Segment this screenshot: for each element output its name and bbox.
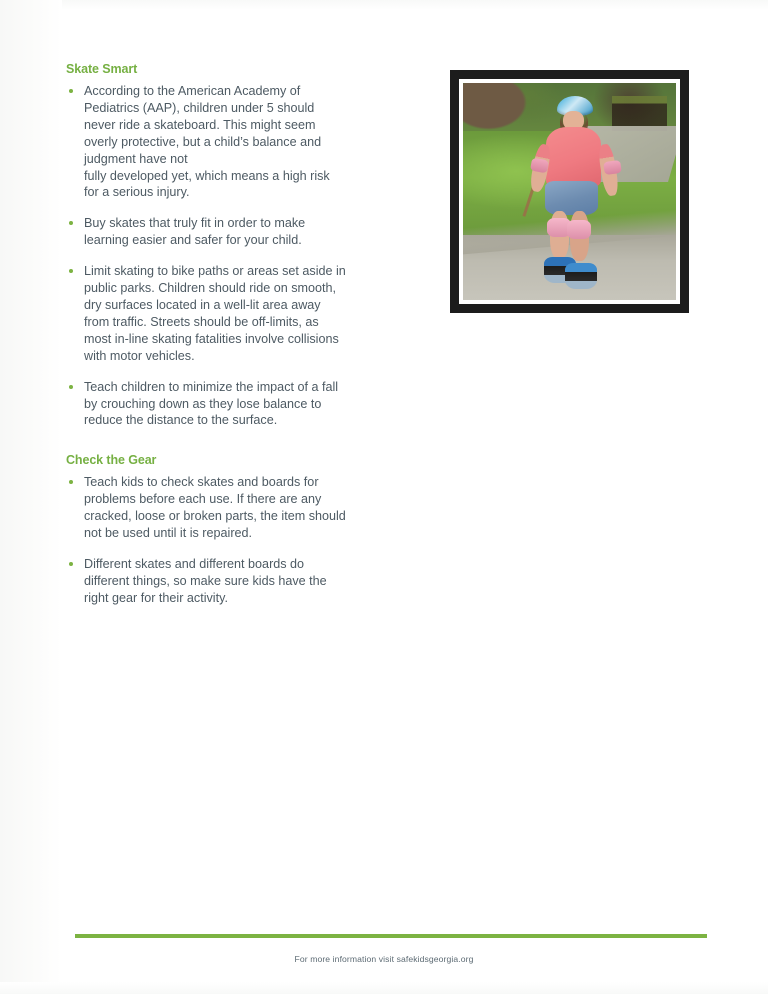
bullet-line: judgment have not (84, 151, 188, 166)
bullet-dot-icon (69, 480, 73, 484)
bullet-line: never ride a skateboard. This might seem (84, 117, 316, 132)
bullet-line: learning easier and safer for your child. (84, 233, 302, 248)
bullet-dot-icon (69, 269, 73, 273)
bullet-line: overly protective, but a child’s balance and (84, 134, 322, 149)
list-item (66, 215, 378, 249)
bullet-line: fully developed yet, which means a high risk (84, 168, 330, 183)
bullet-line: Teach kids to check skates and boards for (84, 475, 319, 490)
photo-left-elbow-pad (530, 158, 549, 174)
photo-pink-shirt (546, 127, 601, 188)
bullet-line: dry surfaces located in a well-lit area away (84, 297, 321, 312)
bullet-line: most in-line skating fatalities involve collisions (84, 331, 339, 346)
photo-frame (450, 70, 689, 313)
bullet-line: According to the American Academy of (84, 84, 301, 98)
bullet-line: from traffic. Streets should be off-limits, as (84, 314, 319, 329)
photo-right-elbow-pad (603, 160, 622, 175)
bullet-dot-icon (69, 89, 73, 93)
footer-divider (75, 934, 707, 938)
bullet-line: Teach children to minimize the impact of a fall (84, 379, 339, 394)
bullet-line: reduce the distance to the surface. (84, 413, 278, 428)
bullet-line: public parks. Children should ride on smooth, (84, 281, 337, 296)
bullet-line: Pediatrics (AAP), children under 5 should (84, 100, 315, 115)
bullet-line: for a serious injury. (84, 185, 190, 200)
bullet-dot-icon (69, 221, 73, 225)
page-edge-shading-bottom (0, 982, 768, 994)
bullet-line: cracked, loose or broken parts, the item should (84, 509, 346, 524)
bullet-dot-icon (69, 385, 73, 389)
content-column (66, 62, 378, 611)
bullet-dot-icon (69, 562, 73, 566)
bullet-line: Buy skates that truly fit in order to make (84, 216, 306, 231)
section-heading-check-the-gear: Check the Gear (66, 453, 157, 468)
section-heading-skate-smart: Skate Smart (66, 62, 138, 76)
bullet-list-skate-smart (66, 83, 378, 429)
page-edge-shading-left (0, 0, 62, 994)
list-item (66, 379, 378, 430)
bullet-line: Limit skating to bike paths or areas set aside in (84, 264, 346, 279)
photo-inline-skating-girl (463, 83, 676, 300)
bullet-line: right gear for their activity. (84, 590, 228, 605)
list-item (66, 263, 378, 364)
bullet-list-check-the-gear (66, 474, 378, 606)
bullet-line: not be used until it is repaired. (84, 526, 253, 541)
photo-denim-shorts (545, 181, 598, 216)
photo-mat (459, 79, 680, 304)
section-check-the-gear (66, 453, 378, 606)
bullet-line: different things, so make sure kids have the (84, 573, 327, 588)
list-item (66, 83, 378, 201)
bullet-line: with motor vehicles. (84, 348, 195, 363)
photo-right-knee-pad (567, 220, 590, 240)
photo-right-inline-skate (565, 263, 597, 289)
page-edge-shading-top (0, 0, 768, 10)
footer-text: For more information visit safekidsgeorgia.org (294, 954, 474, 964)
bullet-line: problems before each use. If there are any (84, 492, 322, 507)
section-skate-smart (66, 62, 378, 429)
bullet-line: Different skates and different boards do (84, 556, 305, 571)
list-item (66, 474, 378, 542)
list-item (66, 556, 378, 607)
bullet-line: by crouching down as they lose balance to (84, 396, 322, 411)
